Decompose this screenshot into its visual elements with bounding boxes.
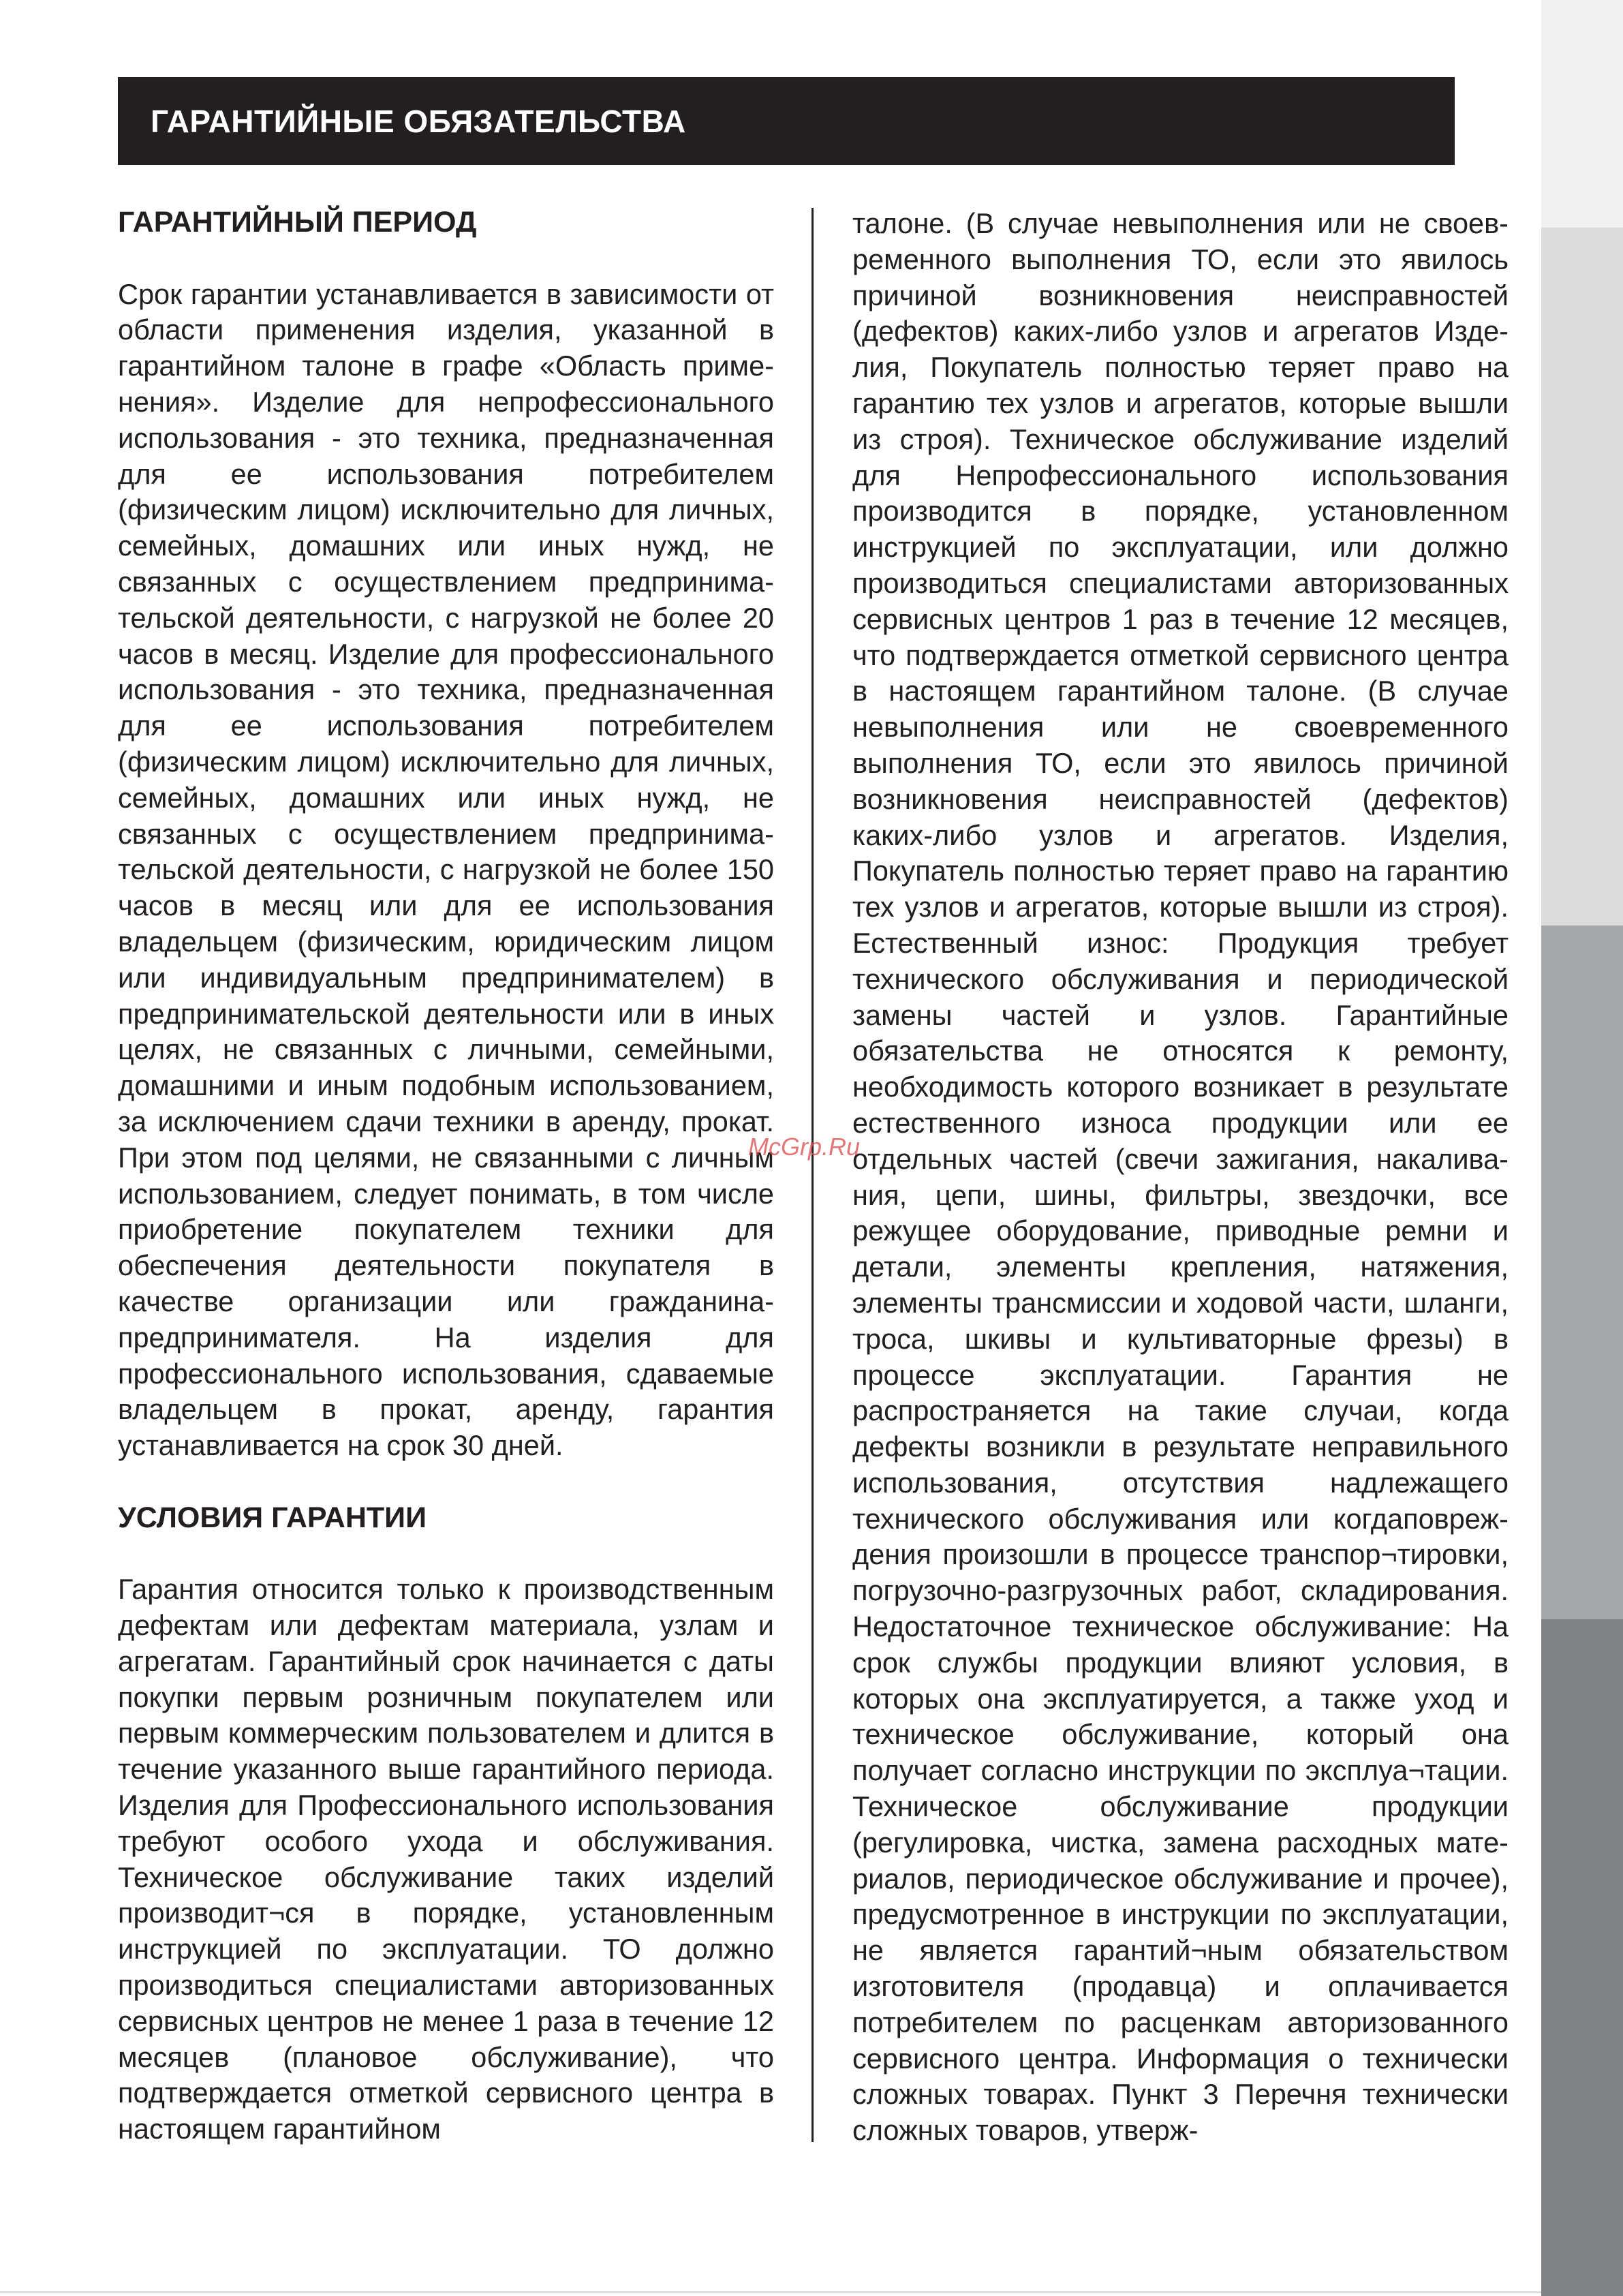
- bottom-rule: [0, 2291, 1541, 2293]
- column-divider: [812, 208, 814, 2142]
- side-tab-medium: [1541, 925, 1623, 1619]
- watermark: McGrp.Ru: [748, 1133, 861, 1161]
- section-heading-warranty-period: ГАРАНТИЙНЫЙ ПЕРИОД: [118, 206, 477, 239]
- page-title: ГАРАНТИЙНЫЕ ОБЯЗАТЕЛЬСТВА: [151, 103, 686, 139]
- warranty-period-text: Срок гарантии устанавливается в зависимости от области применения изделия, указанной в гарантийном талоне в графе «Область применения». Изделие для непрофессионального использования - это техника, предназначенная для ее использования потребителем (физическим лицом) исключительно для личных, семейных, домашних или иных нужд, не связанных с осуществлением предпринимательской деятельности, с нагрузкой не более 20 часов в месяц. Изделие для профессионального использования - это техника, предназначенная для ее использования потребителем (физическим лицом) исключительно для личных, семейных, домашних или иных нужд, не связанных с осуществлением предпринимательской деятельности, с нагрузкой не более 150 часов в месяц или для ее использования владельцем (физическим, юридическим лицом или индивидуальным предпринимателем) в предпринимательской деятельности или в иных целях, не связанных с личными, семейными, домашними и иным подобным использованием, за исключением сдачи техники в аренду, прокат. При этом под целями, не связанными с личным использованием, следует понимать, в том числе приобретение покупателем техники для обеспечения деятельности покупателя в качестве организации или гражданина-предпринимателя. На изделия для профессионального использования, сдаваемые владельцем в прокат, аренду, гарантия устанавливается на срок 30 дней.: [118, 277, 774, 1462]
- section-heading-warranty-conditions: УСЛОВИЯ ГАРАНТИИ: [118, 1501, 427, 1534]
- side-tab-dark: [1541, 1619, 1623, 2296]
- right-column: [852, 206, 1509, 2149]
- warranty-conditions-continued-text: талоне. (В случае невыполнения или не своевременного выполнения ТО, если это явилось причиной возникновения неисправностей (дефектов) каких-либо узлов и агрегатов Изделия, Покупатель полностью теряет право на гарантию тех узлов и агрегатов, которые вышли из строя). Техническое обслуживание изделий для Непрофессионального использования производится в порядке, установленном инструкцией по эксплуатации, или должно производиться специалистами авторизованных сервисных центров 1 раз в течение 12 месяцев, что подтверждается отметкой сервисного центра в настоящем гарантийном талоне. (В случае невыполнения или не своевременного выполнения ТО, если это явилось причиной возникновения неисправностей (дефектов) каких-либо узлов и агрегатов. Изделия, Покупатель полностью теряет право на гарантию тех узлов и агрегатов, которые вышли из строя). Естественный износ: Продукция требует технического обслуживания и периодической замены частей и узлов. Гарантийные обязательства не относятся к ремонту, необходимость которого возникает в результате естественного износа продукции или ее отдельных частей (свечи зажигания, накаливания, цепи, шины, фильтры, звездочки, все режущее оборудование, приводные ремни и детали, элементы крепления, натяжения, элементы трансмиссии и ходовой части, шланги, троса, шкивы и культиваторные фрезы) в процессе эксплуатации. Гарантия не распространяется на такие случаи, когда дефекты возникли в результате неправильного использования, отсутствия надлежащего технического обслуживания или когдаповреждения произошли в процессе транспор¬тировки, погрузочно-разгрузочных работ, складирования. Недостаточное техническое обслуживание: На срок службы продукции влияют условия, в которых она эксплуатируется, а также уход и техническое обслуживание, который она получает согласно инструкции по эксплуа¬тации. Техническое обслуживание продукции (регулировка, чистка, замена расходных материалов, периодическое обслуживание и прочее), предусмотренное в инструкции по эксплуатации, не является гарантий¬ным обязательством изготовителя (продавца) и оплачивается потребителем по расценкам авторизованного сервисного центра. Информация о технически сложных товарах. Пункт 3 Перечня технически сложных товаров, утверж-: [852, 207, 1509, 2147]
- section-gap: [118, 1464, 774, 1500]
- left-column: [118, 204, 774, 2147]
- side-tab-light: [1541, 228, 1623, 925]
- warranty-conditions-text: Гарантия относится только к производственным дефектам или дефектам материала, узлам и агрегатам. Гарантийный срок начинается с даты покупки первым розничным покупателем или первым коммерческим пользователем и длится в течение указанного выше гарантийного периода. Изделия для Профессионального использования требуют особого ухода и обслуживания. Техническое обслуживание таких изделий производит¬ся в порядке, установленным инструкцией по эксплуатации. ТО должно производиться специалистами авторизованных сервисных центров не менее 1 раза в течение 12 месяцев (плановое обслуживание), что подтверждается отметкой сервисного центра в настоящем гарантийном: [118, 1573, 774, 2145]
- side-tab-top: [1541, 0, 1623, 228]
- header-bar: [118, 77, 1455, 165]
